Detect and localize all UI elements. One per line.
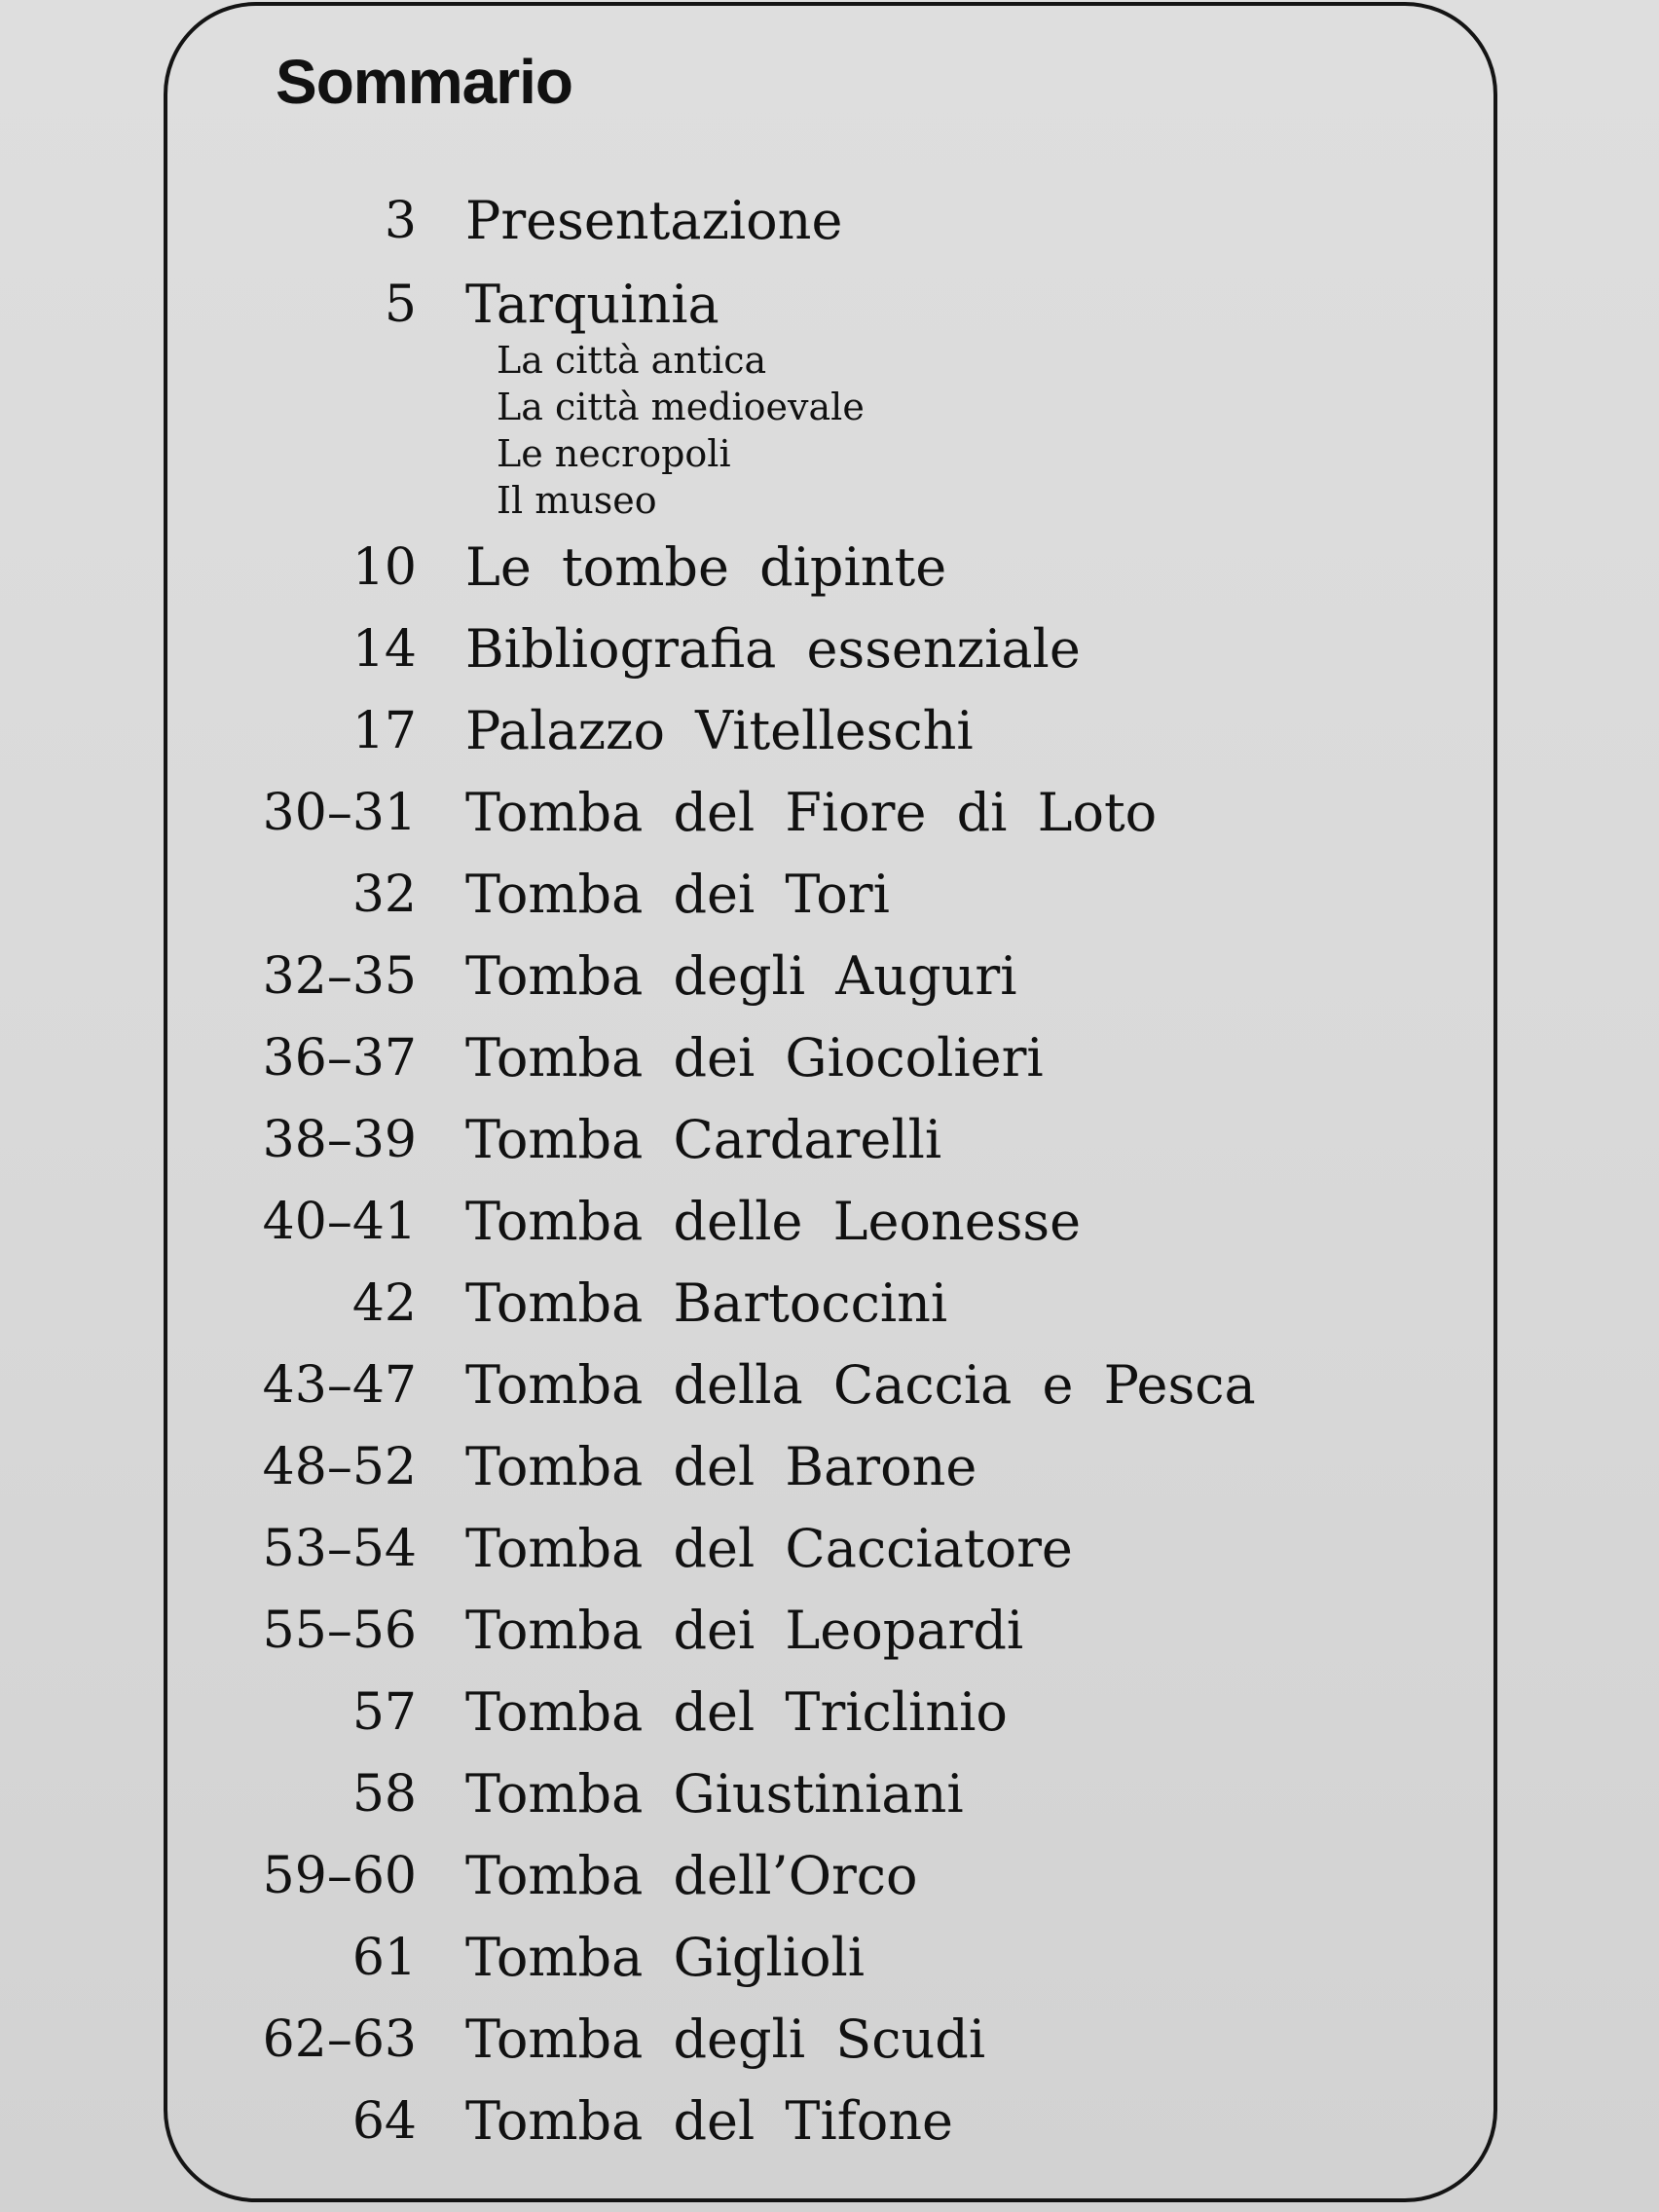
toc-subentry: Le necropoli (497, 432, 731, 475)
toc-entry-title: Palazzo Vitelleschi (465, 700, 974, 761)
toc-page-number: 61 (351, 1929, 417, 1987)
toc-page-number: 32 (351, 866, 417, 924)
toc-entry-title: Tomba del Tifone (465, 2090, 953, 2152)
toc-entry-title: Tomba dei Tori (465, 864, 890, 925)
toc-page-number: 43–47 (262, 1356, 417, 1415)
toc-entry-title: Le tombe dipinte (465, 536, 947, 598)
toc-page-number: 53–54 (262, 1520, 417, 1578)
toc-subentry: La città medioevale (497, 386, 865, 428)
toc-page-number: 5 (384, 276, 417, 334)
toc-subentry: La città antica (497, 339, 767, 382)
toc-page-number: 3 (384, 192, 417, 250)
toc-page-number: 14 (351, 620, 417, 679)
toc-entry-title: Tomba dei Giocolieri (465, 1027, 1044, 1088)
toc-entry-title: Tomba del Fiore di Loto (465, 782, 1158, 843)
toc-page-number: 58 (351, 1765, 417, 1824)
toc-page-number: 10 (351, 538, 417, 597)
toc-entry-title: Presentazione (465, 190, 843, 251)
toc-page-number: 55–56 (262, 1602, 417, 1660)
toc-page-number: 42 (351, 1274, 417, 1333)
toc-entry-title: Tomba degli Auguri (465, 945, 1017, 1007)
toc-page-number: 59–60 (262, 1847, 417, 1905)
toc-page-number: 40–41 (262, 1193, 417, 1251)
toc-entry-title: Tomba Giglioli (465, 1927, 866, 1988)
toc-entry-title: Tomba del Triclinio (465, 1681, 1008, 1743)
toc-page-number: 36–37 (262, 1029, 417, 1088)
toc-subentry: Il museo (497, 479, 657, 522)
toc-entry-title: Tomba degli Scudi (465, 2009, 986, 2070)
page-title: Sommario (276, 47, 572, 117)
toc-page-number: 38–39 (262, 1111, 417, 1169)
toc-page-number: 62–63 (262, 2010, 417, 2069)
toc-entry-title: Tomba del Cacciatore (465, 1518, 1073, 1579)
toc-page-number: 57 (351, 1683, 417, 1742)
toc-entry-title: Tomba Cardarelli (465, 1109, 942, 1170)
toc-entry-title: Tomba Bartoccini (465, 1272, 948, 1334)
toc-entry-title: Tomba del Barone (465, 1436, 977, 1497)
toc-entry-title: Tomba della Caccia e Pesca (465, 1354, 1256, 1416)
toc-entry-title: Tomba Giustiniani (465, 1763, 964, 1825)
toc-page-number: 30–31 (262, 784, 417, 842)
toc-entry-title: Tomba dell’Orco (465, 1845, 918, 1906)
toc-entry-title: Bibliografia essenziale (465, 618, 1081, 680)
toc-entry-title: Tarquinia (465, 274, 719, 335)
toc-page-number: 64 (351, 2092, 417, 2151)
toc-page-number: 32–35 (262, 947, 417, 1006)
toc-entry-title: Tomba dei Leopardi (465, 1600, 1024, 1661)
toc-page-number: 48–52 (262, 1438, 417, 1496)
toc-entry-title: Tomba delle Leonesse (465, 1191, 1082, 1252)
toc-page-number: 17 (351, 702, 417, 760)
